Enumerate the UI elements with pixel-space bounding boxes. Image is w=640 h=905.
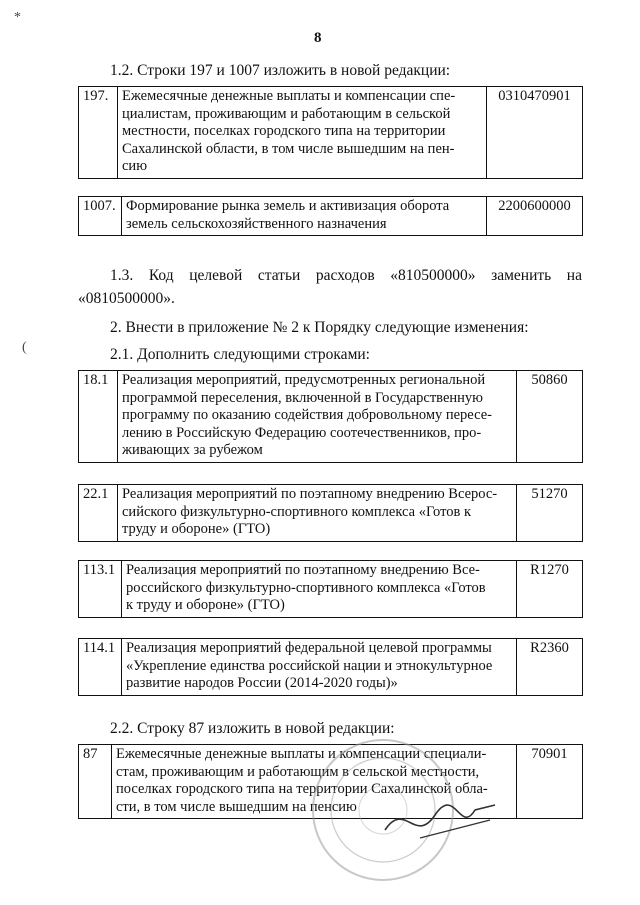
table-row-113-1 bbox=[78, 560, 583, 618]
description-line: земель сельскохозяйственного назначения bbox=[126, 215, 387, 232]
row-code: 50860 bbox=[517, 371, 583, 463]
row-number: 87 bbox=[79, 745, 112, 819]
section-1-3-line1: 1.3. Код целевой статьи расходов «810500000» заменить на bbox=[110, 267, 582, 284]
row-number: 197. bbox=[79, 87, 118, 179]
table-row-197 bbox=[78, 86, 583, 179]
description-line: стам, проживающим и работающим в сельской местности, bbox=[116, 763, 480, 780]
description-line: сти, в том числе вышедшим на пенсию bbox=[116, 798, 357, 815]
row-number: 18.1 bbox=[79, 371, 118, 463]
row-number: 1007. bbox=[79, 197, 122, 236]
margin-mark-top: * bbox=[14, 10, 21, 25]
row-code: R2360 bbox=[517, 639, 583, 696]
description-line: циалистам, проживающим и работающим в сельской bbox=[122, 105, 451, 122]
description-line: труду и обороне» (ГТО) bbox=[122, 521, 271, 537]
section-2-heading: 2. Внести в приложение № 2 к Порядку следующие изменения: bbox=[110, 319, 529, 336]
description-line: местности, поселках городского типа на территории bbox=[122, 123, 446, 139]
row-description bbox=[122, 197, 487, 236]
row-description bbox=[122, 561, 517, 618]
row-code: 2200600000 bbox=[487, 197, 583, 236]
description-line: лению в Российскую Федерацию соотечественников, про- bbox=[122, 424, 482, 441]
row-description bbox=[118, 485, 517, 542]
table-row-22-1 bbox=[78, 484, 583, 542]
section-2-2-heading: 2.2. Строку 87 изложить в новой редакции: bbox=[110, 720, 395, 737]
description-line: развитие народов России (2014-2020 годы)» bbox=[126, 675, 398, 691]
section-2-1-heading: 2.1. Дополнить следующими строками: bbox=[110, 346, 370, 363]
description-line: поселках городского типа на территории Сахалинской обла- bbox=[116, 781, 488, 797]
table-row-1007 bbox=[78, 196, 583, 236]
description-line: Ежемесячные денежные выплаты и компенсации специали- bbox=[116, 746, 487, 762]
table-row-114-1 bbox=[78, 638, 583, 696]
row-description bbox=[118, 87, 487, 179]
section-1-2-heading: 1.2. Строки 197 и 1007 изложить в новой редакции: bbox=[110, 62, 451, 79]
margin-mark-mid: ( bbox=[22, 340, 27, 355]
description-line: Реализация мероприятий по поэтапному внедрению Всерос- bbox=[122, 486, 498, 502]
description-line: программой переселения, включенной в Государственную bbox=[122, 389, 483, 406]
row-code: 51270 bbox=[517, 485, 583, 542]
description-line: к труду и обороне» (ГТО) bbox=[126, 597, 285, 613]
row-code: 0310470901 bbox=[487, 87, 583, 179]
description-line: Ежемесячные денежные выплаты и компенсации спе- bbox=[122, 88, 456, 104]
description-line: «Укрепление единства российской нации и этнокультурное bbox=[126, 657, 493, 674]
signature-icon bbox=[380, 790, 500, 850]
description-line: живающих за рубежом bbox=[122, 442, 263, 458]
description-line: Сахалинской области, в том числе вышедшим на пен- bbox=[122, 140, 455, 157]
description-line: программу по оказанию содействия добровольному пересе- bbox=[122, 407, 492, 423]
row-code: R1270 bbox=[517, 561, 583, 618]
section-1-3-line2: «0810500000». bbox=[78, 290, 175, 307]
row-number: 22.1 bbox=[79, 485, 118, 542]
description-line: Реализация мероприятий, предусмотренных региональной bbox=[122, 372, 486, 388]
description-line: сийского физкультурно-спортивного комплекса «Готов к bbox=[122, 503, 472, 520]
row-description bbox=[118, 371, 517, 463]
page-number: 8 bbox=[314, 30, 322, 46]
description-line: сию bbox=[122, 158, 148, 174]
description-line: Реализация мероприятий по поэтапному внедрению Все- bbox=[126, 562, 480, 578]
description-line: Формирование рынка земель и активизация оборота bbox=[126, 198, 450, 214]
row-description bbox=[122, 639, 517, 696]
description-line: российского физкультурно-спортивного комплекса «Готов bbox=[126, 579, 486, 596]
description-line: Реализация мероприятий федеральной целевой программы bbox=[126, 640, 492, 656]
row-number: 113.1 bbox=[79, 561, 122, 618]
table-row-18-1 bbox=[78, 370, 583, 463]
row-number: 114.1 bbox=[79, 639, 122, 696]
row-code: 70901 bbox=[517, 745, 583, 819]
